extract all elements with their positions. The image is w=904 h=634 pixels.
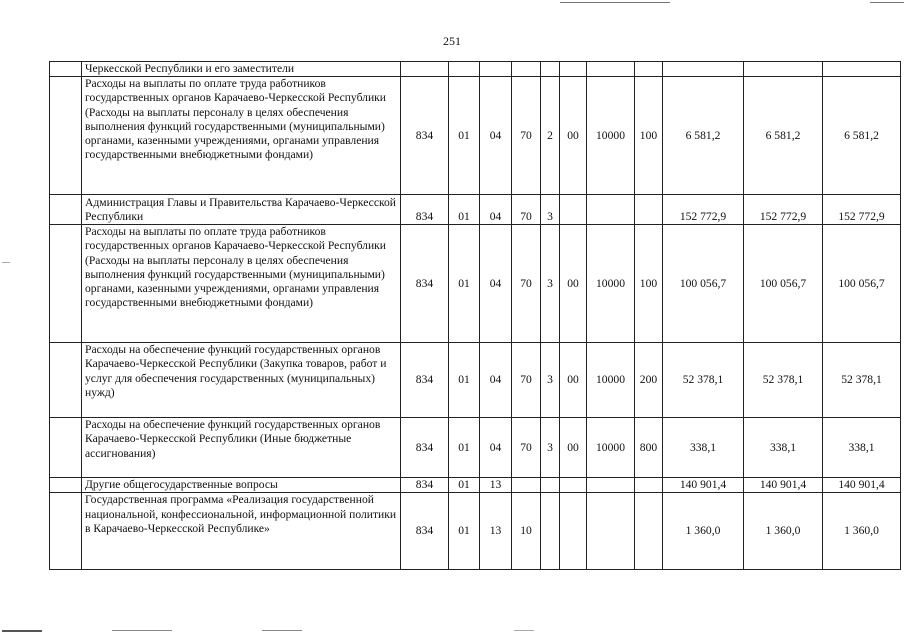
- blank-cell: [50, 225, 82, 343]
- table-row: [50, 77, 901, 195]
- row-description: Расходы на выплаты по оплате труда работников государственных органов Карачаево-Черкесской Республики (Расходы на выплаты персоналу в целях обеспечения выполнения функций государственными (муниципальными) органами, казенными учреждениями, органами управления государственными внебюджетными фондами): [82, 225, 401, 343]
- cell-year-1: 1 360,0: [663, 493, 744, 570]
- cell-year-1: 140 901,4: [663, 478, 744, 493]
- row-description: Расходы на обеспечение функций государственных органов Карачаево-Черкесской Республики (Иные бюджетные ассигнования): [82, 418, 401, 478]
- cell-target-code: 10000: [587, 77, 635, 195]
- cell-vr: 800: [635, 418, 663, 478]
- cell-program: 10: [512, 493, 541, 570]
- cell-year-3: 100 056,7: [823, 225, 901, 343]
- cell-pr: [480, 62, 512, 77]
- cell-vr: [635, 478, 663, 493]
- cell-target-code: 10000: [587, 418, 635, 478]
- table-row: [50, 493, 901, 570]
- cell-target-code: [587, 493, 635, 570]
- cell-vr: [635, 493, 663, 570]
- cell-rz: 01: [449, 493, 480, 570]
- cell-year-3: 1 360,0: [823, 493, 901, 570]
- cell-program: 70: [512, 418, 541, 478]
- row-description: Государственная программа «Реализация государственной национальной, конфессиональной, информационной политики в Карачаево-Черкесской Республике»: [82, 493, 401, 570]
- page-number: 251: [443, 34, 461, 48]
- cell-year-2: 338,1: [744, 418, 823, 478]
- cell-direction: 00: [560, 343, 587, 418]
- cell-program: [512, 62, 541, 77]
- cell-subprogram: 3: [541, 343, 560, 418]
- cell-year-3: 52 378,1: [823, 343, 901, 418]
- cell-pr: 04: [480, 225, 512, 343]
- cell-target-code: [587, 195, 635, 225]
- cell-year-2: 6 581,2: [744, 77, 823, 195]
- table-row: [50, 62, 901, 77]
- cell-direction: [560, 195, 587, 225]
- cell-subprogram: 2: [541, 77, 560, 195]
- cell-year-3: 338,1: [823, 418, 901, 478]
- cell-ved: 834: [401, 478, 449, 493]
- cell-year-1: 52 378,1: [663, 343, 744, 418]
- cell-rz: 01: [449, 225, 480, 343]
- cell-subprogram: [541, 478, 560, 493]
- row-description: Другие общегосударственные вопросы: [82, 478, 401, 493]
- cell-rz: 01: [449, 343, 480, 418]
- cell-rz: [449, 62, 480, 77]
- cell-pr: 04: [480, 343, 512, 418]
- cell-year-2: 1 360,0: [744, 493, 823, 570]
- blank-cell: [50, 343, 82, 418]
- cell-subprogram: [541, 62, 560, 77]
- blank-cell: [50, 77, 82, 195]
- cell-direction: 00: [560, 225, 587, 343]
- cell-direction: [560, 478, 587, 493]
- cell-pr: 04: [480, 77, 512, 195]
- cell-pr: 13: [480, 493, 512, 570]
- cell-year-1: [663, 62, 744, 77]
- scan-artifact: [560, 2, 670, 3]
- cell-rz: 01: [449, 195, 480, 225]
- scan-artifact: [870, 2, 904, 3]
- budget-table: [49, 61, 901, 570]
- blank-cell: [50, 62, 82, 77]
- cell-year-3: 6 581,2: [823, 77, 901, 195]
- cell-program: 70: [512, 343, 541, 418]
- cell-year-3: [823, 62, 901, 77]
- row-description: Расходы на обеспечение функций государственных органов Карачаево-Черкесской Республики (Закупка товаров, работ и услуг для обеспечения государственных (муниципальных) нужд): [82, 343, 401, 418]
- cell-vr: [635, 62, 663, 77]
- cell-year-1: 338,1: [663, 418, 744, 478]
- blank-cell: [50, 493, 82, 570]
- cell-target-code: [587, 62, 635, 77]
- cell-program: 70: [512, 77, 541, 195]
- row-description: Расходы на выплаты по оплате труда работников государственных органов Карачаево-Черкесской Республики (Расходы на выплаты персоналу в целях обеспечения выполнения функций государственными (муниципальными) органами, казенными учреждениями, органами управления государственными внебюджетными фондами): [82, 77, 401, 195]
- cell-program: 70: [512, 195, 541, 225]
- cell-direction: [560, 493, 587, 570]
- blank-cell: [50, 418, 82, 478]
- cell-pr: 04: [480, 418, 512, 478]
- cell-target-code: 10000: [587, 225, 635, 343]
- cell-pr: 04: [480, 195, 512, 225]
- cell-year-1: 100 056,7: [663, 225, 744, 343]
- cell-direction: 00: [560, 77, 587, 195]
- blank-cell: [50, 195, 82, 225]
- cell-ved: 834: [401, 195, 449, 225]
- table-row: [50, 478, 901, 493]
- cell-ved: 834: [401, 418, 449, 478]
- scan-artifact: [514, 630, 534, 631]
- cell-ved: 834: [401, 225, 449, 343]
- table-row: [50, 343, 901, 418]
- cell-year-2: 52 378,1: [744, 343, 823, 418]
- scan-artifact: [2, 262, 10, 263]
- cell-vr: 100: [635, 225, 663, 343]
- cell-year-2: [744, 62, 823, 77]
- row-description: Администрация Главы и Правительства Карачаево-Черкесской Республики: [82, 195, 401, 225]
- cell-vr: [635, 195, 663, 225]
- cell-program: [512, 478, 541, 493]
- cell-subprogram: 3: [541, 195, 560, 225]
- cell-year-2: 100 056,7: [744, 225, 823, 343]
- cell-year-3: 140 901,4: [823, 478, 901, 493]
- scan-artifact: [262, 630, 302, 631]
- table-row: [50, 225, 901, 343]
- cell-vr: 100: [635, 77, 663, 195]
- row-description: Черкесской Республики и его заместители: [82, 62, 401, 77]
- cell-subprogram: 3: [541, 225, 560, 343]
- cell-year-1: 6 581,2: [663, 77, 744, 195]
- cell-rz: 01: [449, 77, 480, 195]
- cell-ved: [401, 62, 449, 77]
- cell-rz: 01: [449, 418, 480, 478]
- cell-year-1: 152 772,9: [663, 195, 744, 225]
- cell-vr: 200: [635, 343, 663, 418]
- cell-target-code: 10000: [587, 343, 635, 418]
- cell-direction: 00: [560, 418, 587, 478]
- cell-year-2: 140 901,4: [744, 478, 823, 493]
- cell-subprogram: [541, 493, 560, 570]
- cell-program: 70: [512, 225, 541, 343]
- cell-rz: 01: [449, 478, 480, 493]
- cell-year-3: 152 772,9: [823, 195, 901, 225]
- blank-cell: [50, 478, 82, 493]
- cell-ved: 834: [401, 343, 449, 418]
- cell-direction: [560, 62, 587, 77]
- table-row: [50, 418, 901, 478]
- scan-artifact: [2, 630, 42, 632]
- cell-target-code: [587, 478, 635, 493]
- cell-subprogram: 3: [541, 418, 560, 478]
- cell-ved: 834: [401, 493, 449, 570]
- table-row: [50, 195, 901, 225]
- cell-ved: 834: [401, 77, 449, 195]
- scan-artifact: [112, 630, 172, 631]
- cell-pr: 13: [480, 478, 512, 493]
- cell-year-2: 152 772,9: [744, 195, 823, 225]
